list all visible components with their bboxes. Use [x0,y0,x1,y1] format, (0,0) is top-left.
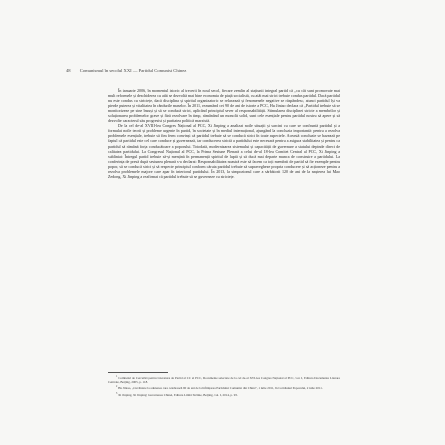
paragraph: În ianuarie 2006, în momentul istoric al trecerii în noul secol, fiecare zemlin al stațiunii integral partid că „cu cât sunt promovate mai mult reformele și deschiderea cu atât se dezvoltă mai bine economia de piață socialistă, cu atât mai strict trebuie condus partidul. Dacă partidul nu este condus cu strictețe, dacă disciplina și spiritul organizatoric se relaxează și fenomenele negative se răspândesc, atunci partidul își va pierde puterea și vitalitatea în rândurile maselor. În 2011, rezumând cei 90 de ani de istorie a PCC, Hu Jintao declara că „Partidul trebuie să se monitorizeze pe sine însuși și să se conducă strict, aplicând principiul sever al responsabilității. Stimularea disciplinei stricte a membrilor și soluționarea problemelor grave și fără rezolvare în timp, rămânând un monolit solid, sunt cele esențiale pentru partidul nostru să apere și să dezvolte caracterul său progresist și puritatea politică marxistă. [108,88,340,124]
footnote-text: Hu Jintao, „Cuvântare la adunarea care celebrează 90 de ani de la înființarea Partidului Comunist din China”, 1 iulie 2011, în Cotidianul Poporului, 2 iulie 2011. [118,386,323,391]
footnotes [108,375,340,398]
running-title: Comunismul în secolul XXI — Partidul Comunist Chinez [79,68,187,73]
footnote: $^2$ Hu Jintao, „Cuvântare la adunarea care celebrează 90 de ani de la înființarea Partidului Comunist din China”, 1 iulie 2011, în Cotidianul Poporului, 2 iulie 2011. [116,385,323,391]
page-header [66,68,366,78]
paragraph: De la cel de-al XVIII-lea Congres Național al PCC, Xi Jinping a analizat noile situații și sarcini cu care se confruntă partidul și a formulat noile teorii și probleme urgente în partid, în societate și în mediul internațional, ajungând la concluzia importantă: pentru a rezolva problemele esențiale, trebuie să fim ferm convinși că partidul trebuie să se conducă strict în toate aspectele. Această concluzie se bazează pe faptul că partidul este cel care conduce și guvernează, iar conducerea strictă a partidului este necesară pentru a asigura stabilitatea și pentru ca partidul să rămână forța conducătoare a poporului. Totodată, modernizarea sistemului și capacității de guvernare a statului depinde direct de calitatea partidului. La Congresul Național al PCC, la Prima Sesiune Plenară a celui de-al 18-lea Comitet Central al PCC, Xi Jinping a subliniat: Întregul partid trebuie să-și mențină în permanență spiritul de luptă și să ducă mai departe munca de construire a partidului. La conferința de presă după sesiunea plenară s-a declarat: Responsabilitatea noastră este să facem ca toți membrii de partid să fie exemple pentru popor, să se conducă strict și să respecte principiul conform căruia partidul trebuie să supravegheze propria conducere și să acționeze pentru a rezolva problemele majore care apar în interiorul partidului. În 2013, la simpozionul care a sărbătorit 120 de ani de la nașterea lui Mao Zedong, Xi Jinping a reafirmat că partidul trebuie să se guverneze cu strictețe. [108,123,340,179]
footnote-text: Xi Jinping, Xi Jinping: Guvernarea Chinei, Editura Limbi Străine, Beijing, vol. I, 2014, p. 93. [118,392,238,397]
footnote-rule [108,372,168,373]
body-text [108,88,340,179]
footnote: $^3$ Xi Jinping, Xi Jinping: Guvernarea Chinei, Editura Limbi Străine, Beijing, vol. I, 2014, p. 93. [116,391,238,397]
footnote: $^1$ Comitetul de Cercetări pentru Literatura de Partid al CC al PCC, Documente selectate de la cel de-al XVI-lea Congres Național al PCC, vol. I, Editura Documente Literare Centrale, Beijing, 2005, p. 118. [108,375,340,385]
footnote-text: Comitetul de Cercetări pentru Literatura de Partid al CC al PCC, Documente selectate de la cel de-al XVI-lea Congres Național al PCC, vol. I, Editura Documente Literare Centrale, Beijing, 2005, p. 118. [108,376,340,385]
page-number: 48 [66,68,71,73]
